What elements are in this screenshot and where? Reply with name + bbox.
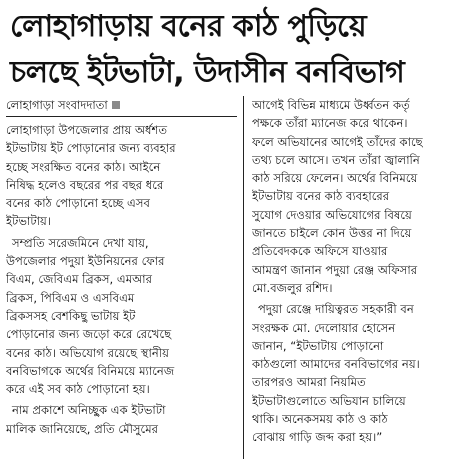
right-column — [244, 96, 470, 459]
text-line: ইটভাটায় ইট পোড়ানোর জন্য ব্যবহার — [6, 141, 176, 156]
text-line: লোহাগাড়া উপজেলার প্রায় অর্ধশত — [6, 123, 168, 137]
text-line: জানতে চাইলে কোন উত্তর না দিয়ে — [252, 226, 412, 241]
headline-line-2: চলছে ইটভাটা, উদাসীন বনবিভাগ — [10, 55, 405, 90]
headline — [6, 4, 468, 96]
text-line: ইটভাটাগুলোতে অভিযান চালিয়ে — [252, 393, 406, 408]
text-line: ইটভাটায়। — [6, 214, 52, 229]
text-line: বোঝায় গাড়ি জব্দ করা হয়।” — [252, 430, 383, 445]
text-line: মো.বজলুর রশিদ। — [252, 280, 333, 295]
byline — [6, 96, 237, 114]
right-paragraph-1 — [252, 96, 470, 297]
left-paragraph-2 — [6, 234, 237, 399]
text-line: বনের কাঠ পোড়ানো হচ্ছে এসব — [6, 196, 150, 211]
right-paragraph-2 — [252, 300, 470, 446]
headline-line-1: লোহাগাড়ায় বনের কাঠ পুড়িয়ে — [10, 9, 367, 44]
text-line: পদুয়া রেঞ্জে দায়িত্বরত সহকারী বন — [258, 302, 414, 317]
text-line: নাম প্রকাশে অনিচ্ছুক এক ইটভাটা — [12, 403, 166, 418]
text-line: পক্ষকে তাঁরা ম্যানেজ করে থাকেন। — [252, 116, 408, 131]
text-line: সংরক্ষক মো. দেলোয়ার হোসেন — [252, 320, 396, 335]
text-line: আমন্ত্রণ জানান পদুয়া রেঞ্জ অফিসার — [252, 262, 418, 277]
text-line: সুযোগ দেওয়ার অভিযোগের বিষয়ে — [252, 207, 412, 222]
byline-divider — [6, 116, 237, 117]
text-line: করে এই সব কাঠ পোড়ানো হয়। — [6, 382, 150, 397]
text-line: ব্রিকস, পিবিএম ও এসবিএম — [6, 290, 135, 305]
article-body — [6, 96, 470, 459]
byline-text: লোহাগাড়া সংবাদদাতা — [6, 98, 108, 112]
text-line: উপজেলার পদুয়া ইউনিয়নের ফোর — [6, 254, 165, 269]
text-line: মালিক জানিয়েছে, প্রতি মৌসুমের — [6, 421, 159, 436]
text-line: ফলে অভিযানের আগেই তাঁদের কাছে — [252, 134, 423, 149]
text-line: ব্রিকসসহ বেশকিছু ভাটায় ইট — [6, 308, 136, 323]
text-line: নিষিদ্ধ হলেও বছরের পর বছর ধরে — [6, 177, 164, 192]
text-line: বিএম, জেবিএম ব্রিকস, এমআর — [6, 272, 153, 287]
text-line: কাঠ সরিয়ে ফেলেন। অর্থের বিনিময়ে — [252, 171, 418, 186]
text-line: বনের কাঠ। অভিযোগ রয়েছে স্থানীয় — [6, 345, 169, 360]
text-line: প্রতিবেদককে অফিসে যাওয়ার — [252, 244, 388, 259]
left-column — [6, 96, 244, 459]
text-line: পোড়ানোর জন্য জড়ো করে রেখেছে — [6, 327, 172, 342]
text-line: বনবিভাগকে অর্থের বিনিময়ে ম্যানেজ — [6, 363, 175, 378]
left-paragraph-1 — [6, 121, 237, 231]
text-line: ইটভাটায় বনের কাঠ ব্যবহারের — [252, 189, 390, 204]
left-paragraph-3 — [6, 401, 237, 438]
text-line: তথ্য চলে আসে। তখন তাঁরা জ্বালানি — [252, 152, 420, 167]
square-bullet-icon — [112, 101, 120, 109]
text-line: হচ্ছে সংরক্ষিত বনের কাঠ। আইনে — [6, 159, 161, 174]
text-line: তারপরও আমরা নিয়মিত — [252, 375, 366, 390]
text-line: থাকি। অনেকসময় কাঠ ও কাঠ — [252, 412, 388, 427]
text-line: আগেই বিভিন্ন মাধ্যমে উর্ধ্বতন কর্তৃ — [252, 98, 410, 112]
text-line: জানান, “ইটভাটায় পোড়ানো — [252, 338, 384, 353]
text-line: কাঠগুলো আমাদের বনবিভাগের নয়। — [252, 357, 420, 372]
text-line: সম্প্রতি সরেজমিনে দেখা যায়, — [12, 235, 149, 250]
